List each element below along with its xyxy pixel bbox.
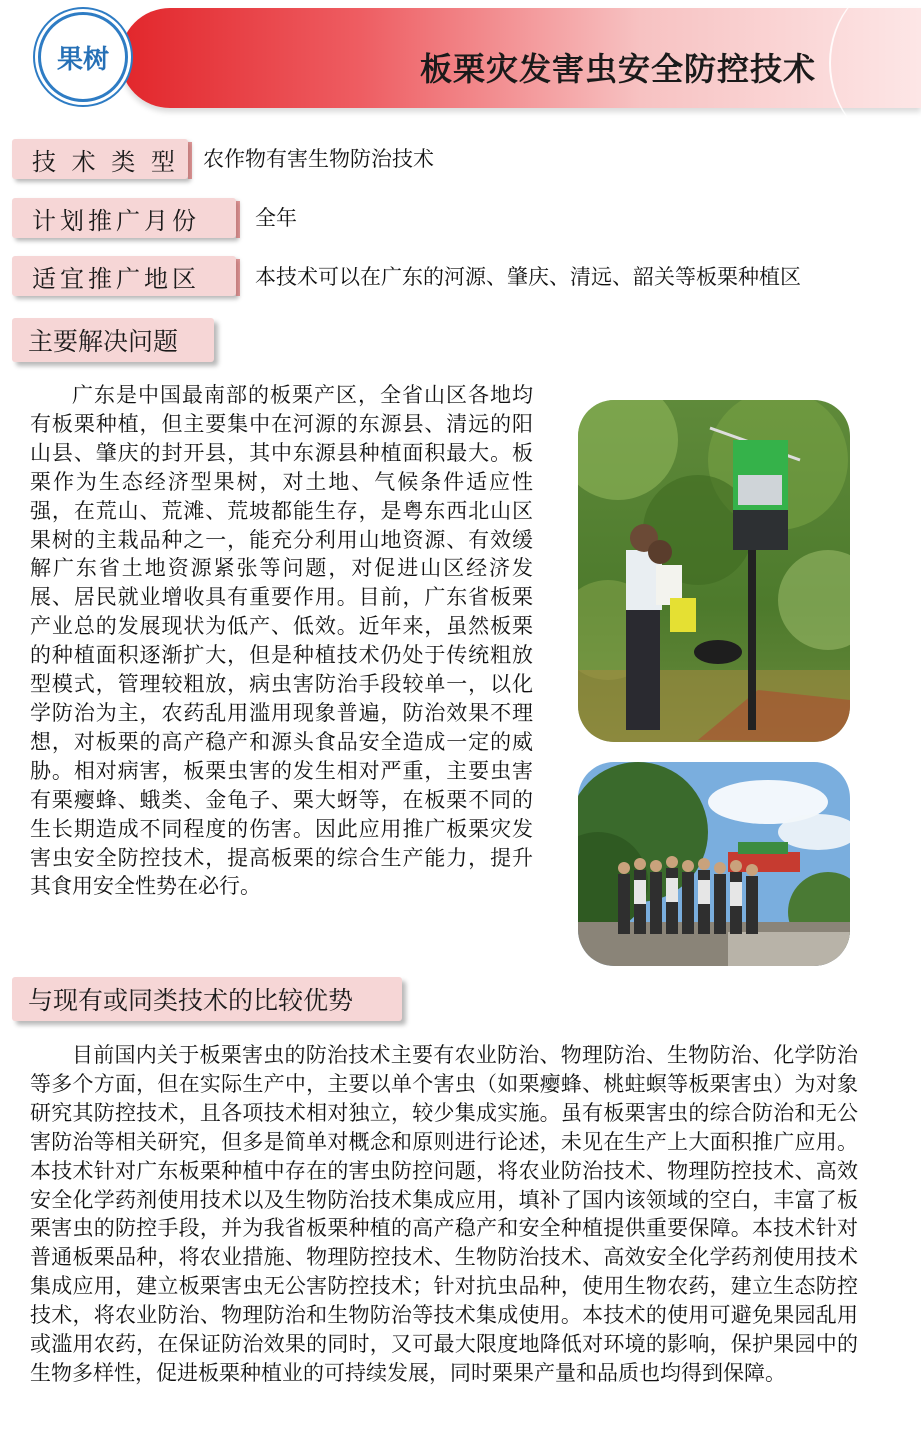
month-value: 全年 (255, 206, 297, 230)
problem-heading-box (12, 318, 214, 362)
region-label: 适宜推广地区 (32, 264, 200, 293)
banner-decoration (829, 0, 921, 148)
group-photo (578, 762, 850, 966)
problem-text: 广东是中国最南部的板栗产区，全省山区各地均有板栗种植，但主要集中在河源的东源县、清远的阳山县、肇庆的封开县，其中东源县种植面积最大。板栗作为生态经济型果树，对土地、气候条件适应性强，在荒山、荒滩、荒坡都能生存，是粤东西北山区果树的主栽品种之一，能充分利用山地资源、有效缓解广东省土地资源紧张等问题，对促进山区经济发展、居民就业增收具有重要作用。目前，广东省板栗产业总的发展现状为低产、低效。近年来，虽然板栗的种植面积逐渐扩大，但是种植技术仍处于传统粗放型模式，管理较粗放，病虫害防治手段较单一，以化学防治为主，农药乱用滥用现象普遍，防治效果不理想，对板栗的高产稳产和源头食品安全造成一定的威胁。相对病害，板栗虫害的发生相对严重，主要虫害有栗瘿蜂、蛾类、金龟子、栗大蚜等，在板栗不同的生长期造成不同程度的伤害。因此应用推广板栗灾发害虫安全防控技术，提高板栗的综合生产能力，提升其食用安全性势在必行。 (30, 383, 533, 899)
advantage-heading-box (12, 977, 402, 1021)
tech-type-label-box (12, 139, 188, 179)
region-value: 本技术可以在广东的河源、肇庆、清远、韶关等板栗种植区 (255, 265, 801, 289)
insect-lamp-photo (578, 400, 850, 742)
advantage-text: 目前国内关于板栗害虫的防治技术主要有农业防治、物理防治、生物防治、化学防治等多个方面，但在实际生产中，主要以单个害虫（如栗瘿蜂、桃蛀螟等板栗害虫）为对象研究其防控技术，且各项技术相对独立，较少集成实施。虽有板栗害虫的综合防治和无公害防治等相关研究，但多是简单对概念和原则进行论述，未见在生产上大面积推广应用。本技术针对广东板栗种植中存在的害虫防控问题，将农业防治技术、物理防控技术、高效安全化学药剂使用技术以及生物防治技术集成应用，填补了国内该领域的空白，丰富了板栗害虫的防控手段，并为我省板栗种植的高产稳产和安全种植提供重要保障。本技术针对普通板栗品种，将农业措施、物理防控技术、生物防治技术、高效安全化学药剂使用技术集成应用，建立板栗害虫无公害防控技术；针对抗虫品种，使用生物农药，建立生态防控技术，将农业防治、物理防治和生物防治等技术集成使用。本技术的使用可避免果园乱用或滥用农药，在保证防治效果的同时，又可最大限度地降低对环境的影响，保护果园中的生物多样性，促进板栗种植业的可持续发展，同时栗果产量和品质也均得到保障。 (30, 1043, 858, 1385)
region-label-box (12, 256, 236, 296)
category-badge (38, 12, 128, 102)
month-label: 计划推广月份 (32, 206, 200, 235)
tech-type-label: 技 术 类 型 (32, 147, 179, 176)
tech-type-value: 农作物有害生物防治技术 (203, 147, 434, 171)
problem-heading: 主要解决问题 (28, 327, 179, 356)
page-title: 板栗灾发害虫安全防控技术 (420, 50, 817, 88)
category-label: 果树 (56, 44, 109, 75)
advantage-heading: 与现有或同类技术的比较优势 (28, 986, 354, 1015)
title-banner (120, 8, 921, 108)
month-label-box (12, 198, 236, 238)
